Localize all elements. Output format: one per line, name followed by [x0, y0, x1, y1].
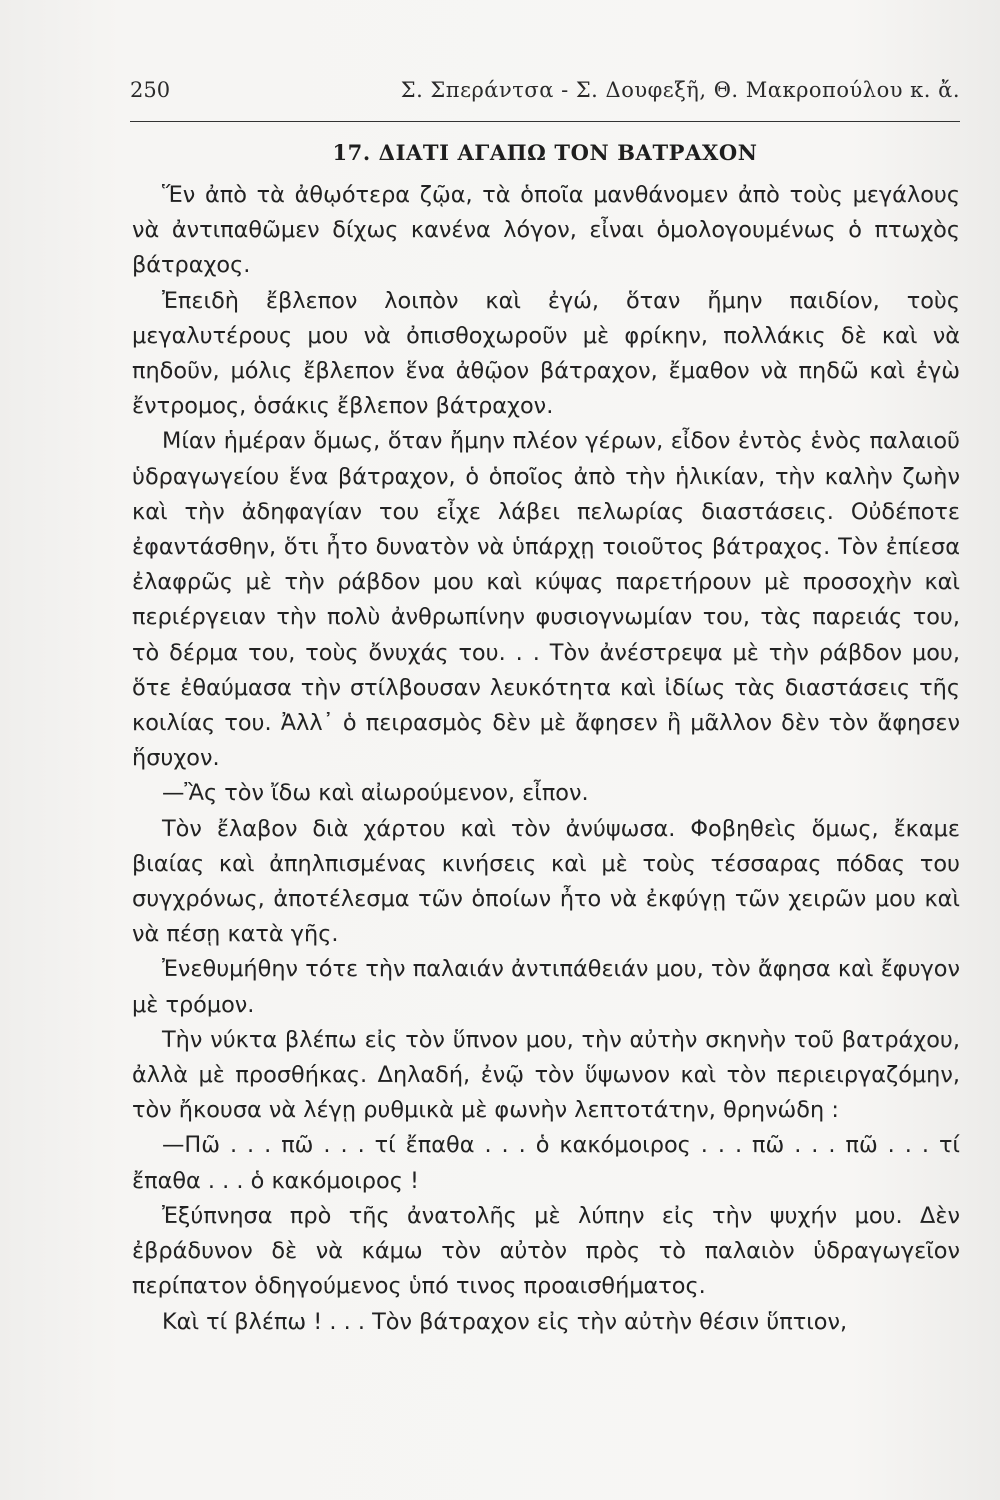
chapter-title: 17. ΔΙΑΤΙ ΑΓΑΠΩ ΤΟΝ ΒΑΤΡΑΧΟΝ	[332, 140, 758, 165]
header-rule	[130, 121, 960, 122]
running-head	[130, 72, 960, 112]
paragraph: Ἕν ἀπὸ τὰ ἀθῳότερα ζῷα, τὰ ὁποῖα μανθάνομεν ἀπὸ τοὺς μεγάλους νὰ ἀντιπαθῶμεν δίχως κανένα λόγον, εἶναι ὁμολογουμένως ὁ πτωχὸς βάτραχος.	[132, 182, 960, 279]
dialogue-line: —Ἂς τὸν ἴδω καὶ αἰωρούμενον, εἶπον.	[162, 780, 589, 807]
paragraph: Τὴν νύκτα βλέπω εἰς τὸν ὕπνον μου, τὴν αὐτὴν σκηνὴν τοῦ βατράχου, ἀλλὰ μὲ προσθήκας. Δηλαδή, ἐνῷ τὸν ὕψωνον καὶ τὸν περιειργαζόμην, τὸν ἤκουσα νὰ λέγῃ ρυθμικὰ μὲ φωνὴν λεπτοτάτην, θρηνώδη :	[132, 1026, 960, 1124]
paragraph: Μίαν ἡμέραν ὅμως, ὅταν ἤμην πλέον γέρων, εἶδον ἐντὸς ἑνὸς παλαιοῦ ὑδραγωγείου ἕνα βάτραχον, ὁ ὁποῖος ἀπὸ τὴν ἡλικίαν, τὴν καλὴν ζωὴν καὶ τὴν ἀδηφαγίαν του εἶχε λάβει πελωρίας διαστάσεις. Οὐδέποτε ἐφαντάσθην, ὅτι ἦτο δυνατὸν νὰ ὑπάρχῃ τοιοῦτος βάτραχος. Τὸν ἐπίεσα ἐλαφρῶς μὲ τὴν ράβδον μου καὶ κύψας παρετήρουν μὲ προσοχὴν καὶ περιέργειαν τὴν πολὺ ἀνθρωπίνην φυσιογνωμίαν του, τὰς παρειάς του, τὸ δέρμα του, τοὺς ὄνυχάς του. . . Τὸν ἀνέστρεψα μὲ τὴν ράβδον μου, ὅτε ἐθαύμασα τὴν στίλβουσαν λευκότητα καὶ ἰδίως τὰς διαστάσεις τῆς κοιλίας του. Ἀλλ᾽ ὁ πειρασμὸς δὲν μὲ ἄφησεν ἢ μᾶλλον δὲν τὸν ἄφησεν ἥσυχον.	[132, 428, 960, 772]
paragraph: Ἐνεθυμήθην τότε τὴν παλαιάν ἀντιπάθειάν μου, τὸν ἄφησα καὶ ἔφυγον μὲ τρόμον.	[132, 956, 960, 1018]
dialogue-line: —Πῶ . . . πῶ . . . τί ἔπαθα . . . ὁ κακόμοιρος . . . πῶ . . . πῶ . . . τί ἔπαθα . . . ὁ κακόμοιρος !	[132, 1132, 960, 1194]
paragraph: Ἐπειδὴ ἔβλεπον λοιπὸν καὶ ἐγώ, ὅταν ἤμην παιδίον, τοὺς μεγαλυτέρους μου νὰ ὀπισθοχωροῦν μὲ φρίκην, πολλάκις δὲ καὶ νὰ πηδοῦν, μόλις ἔβλεπον ἕνα ἀθῷον βάτραχον, ἔμαθον νὰ πηδῶ καὶ ἐγὼ ἔντρομος, ὁσάκις ἔβλεπον βάτραχον.	[132, 287, 960, 420]
paragraph: Ἐξύπνησα πρὸ τῆς ἀνατολῆς μὲ λύπην εἰς τὴν ψυχήν μου. Δὲν ἐβράδυνον δὲ νὰ κάμω τὸν αὐτὸν πρὸς τὸ παλαιὸν ὑδραγωγεῖον περίπατον ὁδηγούμενος ὑπό τινος προαισθήματος.	[132, 1202, 960, 1300]
paragraph: Καὶ τί βλέπω ! . . . Τὸν βάτραχον εἰς τὴν αὐτὴν θέσιν ὕπτιον,	[162, 1308, 848, 1335]
paragraph: Τὸν ἔλαβον διὰ χάρτου καὶ τὸν ἀνύψωσα. Φοβηθεὶς ὅμως, ἔκαμε βιαίας καὶ ἀπηλπισμένας κινήσεις καὶ μὲ τοὺς τέσσαρας πόδας του συγχρόνως, ἀποτέλεσμα τῶν ὁποίων ἦτο νὰ ἐκφύγῃ τῶν χειρῶν μου καὶ νὰ πέσῃ κατὰ γῆς.	[132, 815, 960, 948]
body-text	[132, 178, 960, 1340]
header-authors: Σ. Σπεράντσα - Σ. Δουφεξῆ, Θ. Μακροπούλου κ. ἄ.	[400, 78, 960, 102]
page-number: 250	[130, 78, 171, 102]
